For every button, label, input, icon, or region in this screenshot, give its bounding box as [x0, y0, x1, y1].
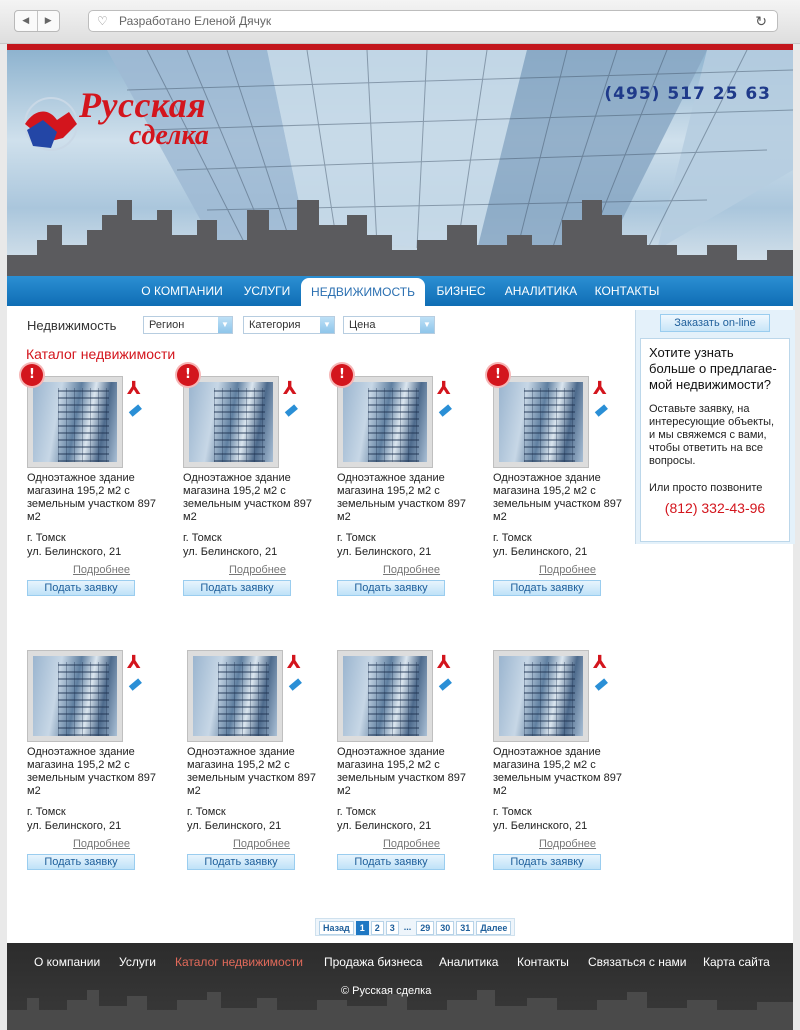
- catalog-card: [337, 638, 477, 878]
- property-photo[interactable]: [337, 650, 433, 742]
- header-phone: (495) 517 25 63: [604, 84, 771, 104]
- property-city: г. Томск: [337, 806, 376, 818]
- page-link[interactable]: 1: [356, 921, 369, 935]
- copyright-text: Русская сделка: [352, 985, 432, 997]
- footer: [7, 943, 793, 1030]
- pdf-icon[interactable]: ⅄: [127, 652, 141, 673]
- page-link[interactable]: 29: [416, 921, 434, 935]
- details-link[interactable]: Подробнее: [229, 564, 287, 576]
- catalog-card: [493, 638, 633, 878]
- catalog-title: Каталог недвижимости: [26, 346, 176, 362]
- details-link[interactable]: Подробнее: [233, 838, 291, 850]
- pdf-icon[interactable]: ⅄: [437, 378, 451, 399]
- property-city: г. Томск: [183, 532, 222, 544]
- catalog-card: [27, 638, 167, 878]
- property-description: Одноэтажное здание магазина 195,2 м2 с земельным участком 897 м2: [187, 746, 317, 797]
- property-city: г. Томск: [27, 532, 66, 544]
- browser-toolbar: [0, 0, 800, 44]
- apply-button[interactable]: Подать заявку: [337, 854, 445, 870]
- menu-item-analytics[interactable]: АНАЛИТИКА: [504, 284, 578, 298]
- property-city: г. Томск: [493, 532, 532, 544]
- property-street: ул. Белинского, 21: [337, 820, 432, 832]
- contact-phone: (812) 332-43-96: [664, 500, 766, 516]
- link-icon[interactable]: ▬: [588, 671, 613, 696]
- contact-text: Оставьте заявку, на интересующие объекты, и мы свяжемся с вами, чтобы ответить на все вопросы.: [649, 403, 775, 467]
- property-description: Одноэтажное здание магазина 195,2 м2 с земельным участком 897 м2: [337, 472, 467, 523]
- chevron-down-icon[interactable]: ▼: [420, 317, 434, 333]
- heart-icon[interactable]: ♡: [97, 14, 108, 28]
- apply-button[interactable]: Подать заявку: [337, 580, 445, 596]
- copyright-icon: ©: [341, 985, 350, 997]
- header-banner: [7, 50, 793, 276]
- category-select-value: Категория: [249, 319, 301, 331]
- logo-subtitle[interactable]: сделка: [129, 120, 209, 151]
- link-icon[interactable]: ▬: [122, 671, 147, 696]
- menu-item-business[interactable]: БИЗНЕС: [436, 284, 486, 298]
- order-online-button[interactable]: Заказать on-line: [660, 314, 770, 332]
- price-select[interactable]: [343, 316, 435, 334]
- region-select-value: Регион: [149, 319, 185, 331]
- alert-badge: !: [21, 364, 43, 386]
- details-link[interactable]: Подробнее: [383, 564, 441, 576]
- menu-item-contacts[interactable]: КОНТАКТЫ: [594, 284, 660, 298]
- footer-link[interactable]: Связаться с нами: [588, 955, 687, 969]
- property-street: ул. Белинского, 21: [27, 820, 122, 832]
- property-photo[interactable]: [183, 376, 279, 468]
- logo-handshake: [25, 98, 77, 150]
- chevron-down-icon[interactable]: ▼: [320, 317, 334, 333]
- property-description: Одноэтажное здание магазина 195,2 м2 с земельным участком 897 м2: [27, 472, 157, 523]
- property-city: г. Томск: [187, 806, 226, 818]
- contact-question: Хотите узнать больше о предлагае-мой недвижимости?: [649, 345, 777, 392]
- apply-button[interactable]: Подать заявку: [27, 854, 135, 870]
- property-photo[interactable]: [27, 376, 123, 468]
- catalog-card: [187, 638, 327, 878]
- alert-badge: !: [331, 364, 353, 386]
- next-page-button[interactable]: Далее: [476, 921, 511, 935]
- forward-icon[interactable]: ▶: [44, 16, 52, 26]
- address-bar[interactable]: [88, 10, 778, 32]
- details-link[interactable]: Подробнее: [73, 838, 131, 850]
- footer-link-active[interactable]: Каталог недвижимости: [175, 955, 303, 969]
- apply-button[interactable]: Подать заявку: [493, 854, 601, 870]
- pdf-icon[interactable]: ⅄: [593, 652, 607, 673]
- catalog-card: [27, 364, 167, 604]
- filter-label: Недвижимость: [27, 318, 117, 333]
- property-street: ул. Белинского, 21: [187, 820, 282, 832]
- catalog-card: [183, 364, 323, 604]
- property-photo[interactable]: [187, 650, 283, 742]
- property-street: ул. Белинского, 21: [27, 546, 122, 558]
- details-link[interactable]: Подробнее: [539, 838, 597, 850]
- menu-item-services[interactable]: УСЛУГИ: [243, 284, 291, 298]
- menu-item-realty[interactable]: НЕДВИЖИМОСТЬ: [301, 278, 425, 306]
- contact-call-text: Или просто позвоните: [649, 482, 763, 494]
- property-description: Одноэтажное здание магазина 195,2 м2 с земельным участком 897 м2: [337, 746, 467, 797]
- history-buttons: [14, 10, 60, 32]
- alert-badge: !: [487, 364, 509, 386]
- menu-item-about[interactable]: О КОМПАНИИ: [141, 284, 223, 298]
- property-photo[interactable]: [493, 376, 589, 468]
- property-description: Одноэтажное здание магазина 195,2 м2 с земельным участком 897 м2: [183, 472, 313, 523]
- pdf-icon[interactable]: ⅄: [437, 652, 451, 673]
- region-select[interactable]: [143, 316, 233, 334]
- page-link[interactable]: 3: [386, 921, 399, 935]
- footer-skyline: [7, 970, 793, 1030]
- footer-link[interactable]: Продажа бизнеса: [324, 955, 423, 969]
- property-photo[interactable]: [337, 376, 433, 468]
- link-icon[interactable]: ▬: [278, 397, 303, 422]
- catalog-card: [337, 364, 477, 604]
- property-description: Одноэтажное здание магазина 195,2 м2 с земельным участком 897 м2: [27, 746, 157, 797]
- logo-title[interactable]: Русская: [79, 85, 207, 125]
- footer-link[interactable]: Карта сайта: [703, 955, 770, 969]
- property-street: ул. Белинского, 21: [183, 546, 278, 558]
- pdf-icon[interactable]: ⅄: [287, 652, 301, 673]
- page-ellipsis: ...: [403, 922, 412, 932]
- page-link[interactable]: 2: [371, 921, 384, 935]
- footer-link[interactable]: Аналитика: [439, 955, 499, 969]
- address-text: Разработано Еленой Дячук: [119, 14, 272, 28]
- footer-link[interactable]: О компании: [34, 955, 101, 969]
- apply-button[interactable]: Подать заявку: [27, 580, 135, 596]
- property-city: г. Томск: [337, 532, 376, 544]
- link-icon[interactable]: ▬: [588, 397, 613, 422]
- footer-link[interactable]: Услуги: [119, 955, 156, 969]
- category-select[interactable]: [243, 316, 335, 334]
- property-description: Одноэтажное здание магазина 195,2 м2 с земельным участком 897 м2: [493, 472, 623, 523]
- pdf-icon[interactable]: ⅄: [283, 378, 297, 399]
- pdf-icon[interactable]: ⅄: [127, 378, 141, 399]
- chevron-down-icon[interactable]: ▼: [218, 317, 232, 333]
- property-city: г. Томск: [27, 806, 66, 818]
- prev-page-button[interactable]: Назад: [319, 921, 354, 935]
- alert-badge: !: [177, 364, 199, 386]
- details-link[interactable]: Подробнее: [73, 564, 131, 576]
- link-icon[interactable]: ▬: [432, 671, 457, 696]
- contact-box: [640, 338, 790, 542]
- pdf-icon[interactable]: ⅄: [593, 378, 607, 399]
- apply-button[interactable]: Подать заявку: [183, 580, 291, 596]
- property-street: ул. Белинского, 21: [493, 820, 588, 832]
- property-description: Одноэтажное здание магазина 195,2 м2 с земельным участком 897 м2: [493, 746, 623, 797]
- property-city: г. Томск: [493, 806, 532, 818]
- property-photo[interactable]: [493, 650, 589, 742]
- page-link[interactable]: 31: [456, 921, 474, 935]
- price-select-value: Цена: [349, 319, 376, 331]
- pagination: [315, 918, 515, 936]
- web-page: [7, 44, 793, 1030]
- catalog-card: [493, 364, 633, 604]
- sidebar: [635, 310, 795, 544]
- copyright: [341, 985, 431, 997]
- footer-link[interactable]: Контакты: [517, 955, 569, 969]
- reload-icon[interactable]: ↻: [755, 13, 767, 29]
- link-icon[interactable]: ▬: [432, 397, 457, 422]
- link-icon[interactable]: ▬: [282, 671, 307, 696]
- property-street: ул. Белинского, 21: [493, 546, 588, 558]
- details-link[interactable]: Подробнее: [539, 564, 597, 576]
- property-photo[interactable]: [27, 650, 123, 742]
- page-link[interactable]: 30: [436, 921, 454, 935]
- main-menu: [7, 276, 793, 306]
- back-icon[interactable]: ◀: [15, 11, 38, 31]
- details-link[interactable]: Подробнее: [383, 838, 441, 850]
- apply-button[interactable]: Подать заявку: [493, 580, 601, 596]
- link-icon[interactable]: ▬: [122, 397, 147, 422]
- apply-button[interactable]: Подать заявку: [187, 854, 295, 870]
- property-street: ул. Белинского, 21: [337, 546, 432, 558]
